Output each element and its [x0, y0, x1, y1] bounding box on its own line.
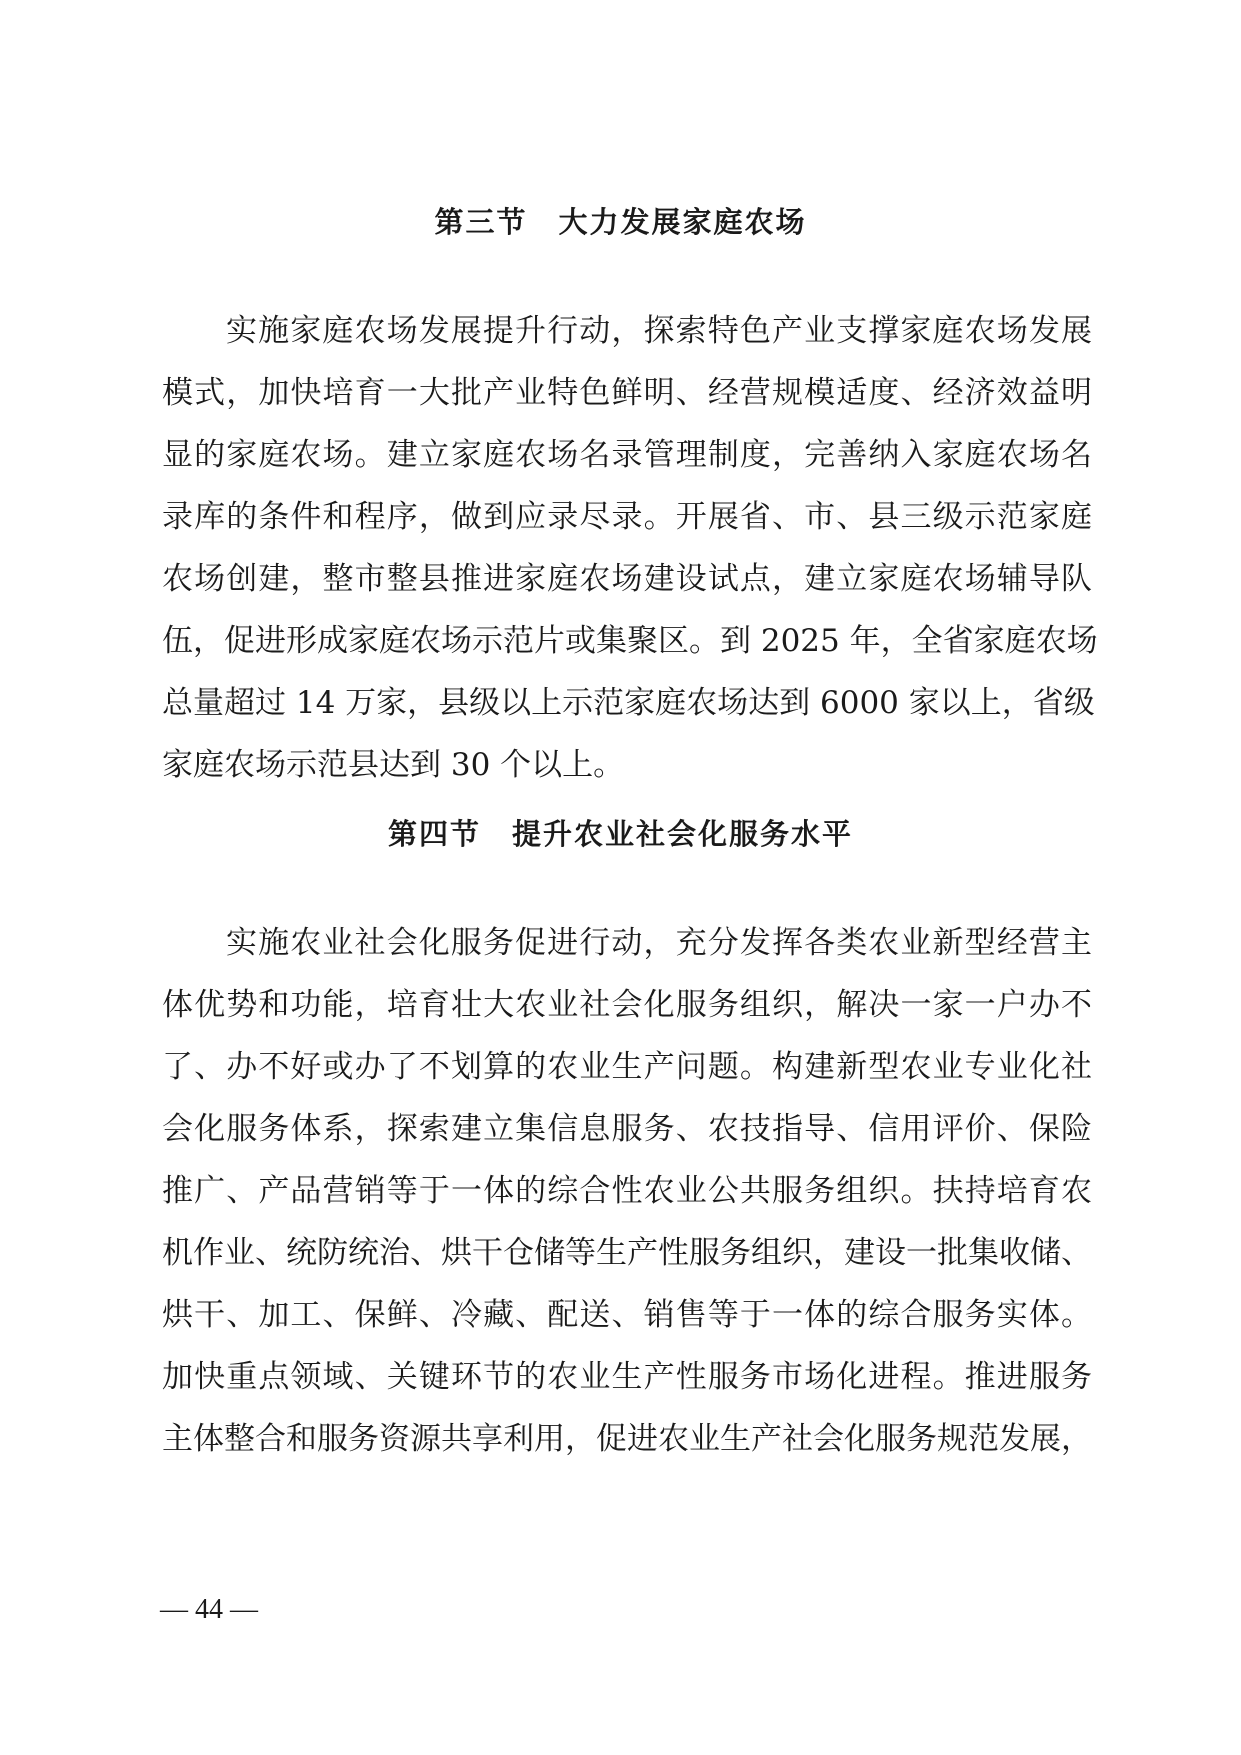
- paragraph-line: 模式，加快培育一大批产业特色鲜明、经营规模适度、经济效益明: [162, 375, 1092, 411]
- section-3-paragraph: [162, 300, 1098, 796]
- paragraph-line: 会化服务体系，探索建立集信息服务、农技指导、信用评价、保险: [162, 1111, 1092, 1147]
- section-4-heading: 第四节 提升农业社会化服务水平: [387, 817, 853, 851]
- section-3-heading: 第三节 大力发展家庭农场: [434, 205, 807, 239]
- paragraph-line: 显的家庭农场。建立家庭农场名录管理制度，完善纳入家庭农场名: [162, 437, 1092, 473]
- paragraph-line: 加快重点领域、关键环节的农业生产性服务市场化进程。推进服务: [162, 1359, 1092, 1395]
- paragraph-line: 实施农业社会化服务促进行动，充分发挥各类农业新型经营主: [226, 925, 1092, 961]
- paragraph-line: 烘干、加工、保鲜、冷藏、配送、销售等于一体的综合服务实体。: [162, 1297, 1092, 1333]
- paragraph-line: 体优势和功能，培育壮大农业社会化服务组织，解决一家一户办不: [162, 987, 1092, 1023]
- paragraph-line: 推广、产品营销等于一体的综合性农业公共服务组织。扶持培育农: [162, 1173, 1092, 1209]
- paragraph-line: 伍，促进形成家庭农场示范片或集聚区。到 2025 年，全省家庭农场: [162, 623, 1098, 659]
- page-number: — 44 —: [160, 1594, 258, 1625]
- paragraph-line: 录库的条件和程序，做到应录尽录。开展省、市、县三级示范家庭: [162, 499, 1092, 535]
- paragraph-line: 总量超过 14 万家，县级以上示范家庭农场达到 6000 家以上，省级: [162, 685, 1095, 721]
- paragraph-line: 家庭农场示范县达到 30 个以上。: [162, 747, 625, 783]
- paragraph-line: 农场创建，整市整县推进家庭农场建设试点，建立家庭农场辅导队: [162, 561, 1092, 597]
- paragraph-line: 机作业、统防统治、烘干仓储等生产性服务组织，建设一批集收储、: [162, 1235, 1092, 1271]
- paragraph-line: 主体整合和服务资源共享利用，促进农业生产社会化服务规范发展，: [162, 1421, 1092, 1457]
- paragraph-line: 了、办不好或办了不划算的农业生产问题。构建新型农业专业化社: [162, 1049, 1092, 1085]
- paragraph-line: 实施家庭农场发展提升行动，探索特色产业支撑家庭农场发展: [226, 313, 1092, 349]
- section-4-paragraph: [162, 912, 1092, 1470]
